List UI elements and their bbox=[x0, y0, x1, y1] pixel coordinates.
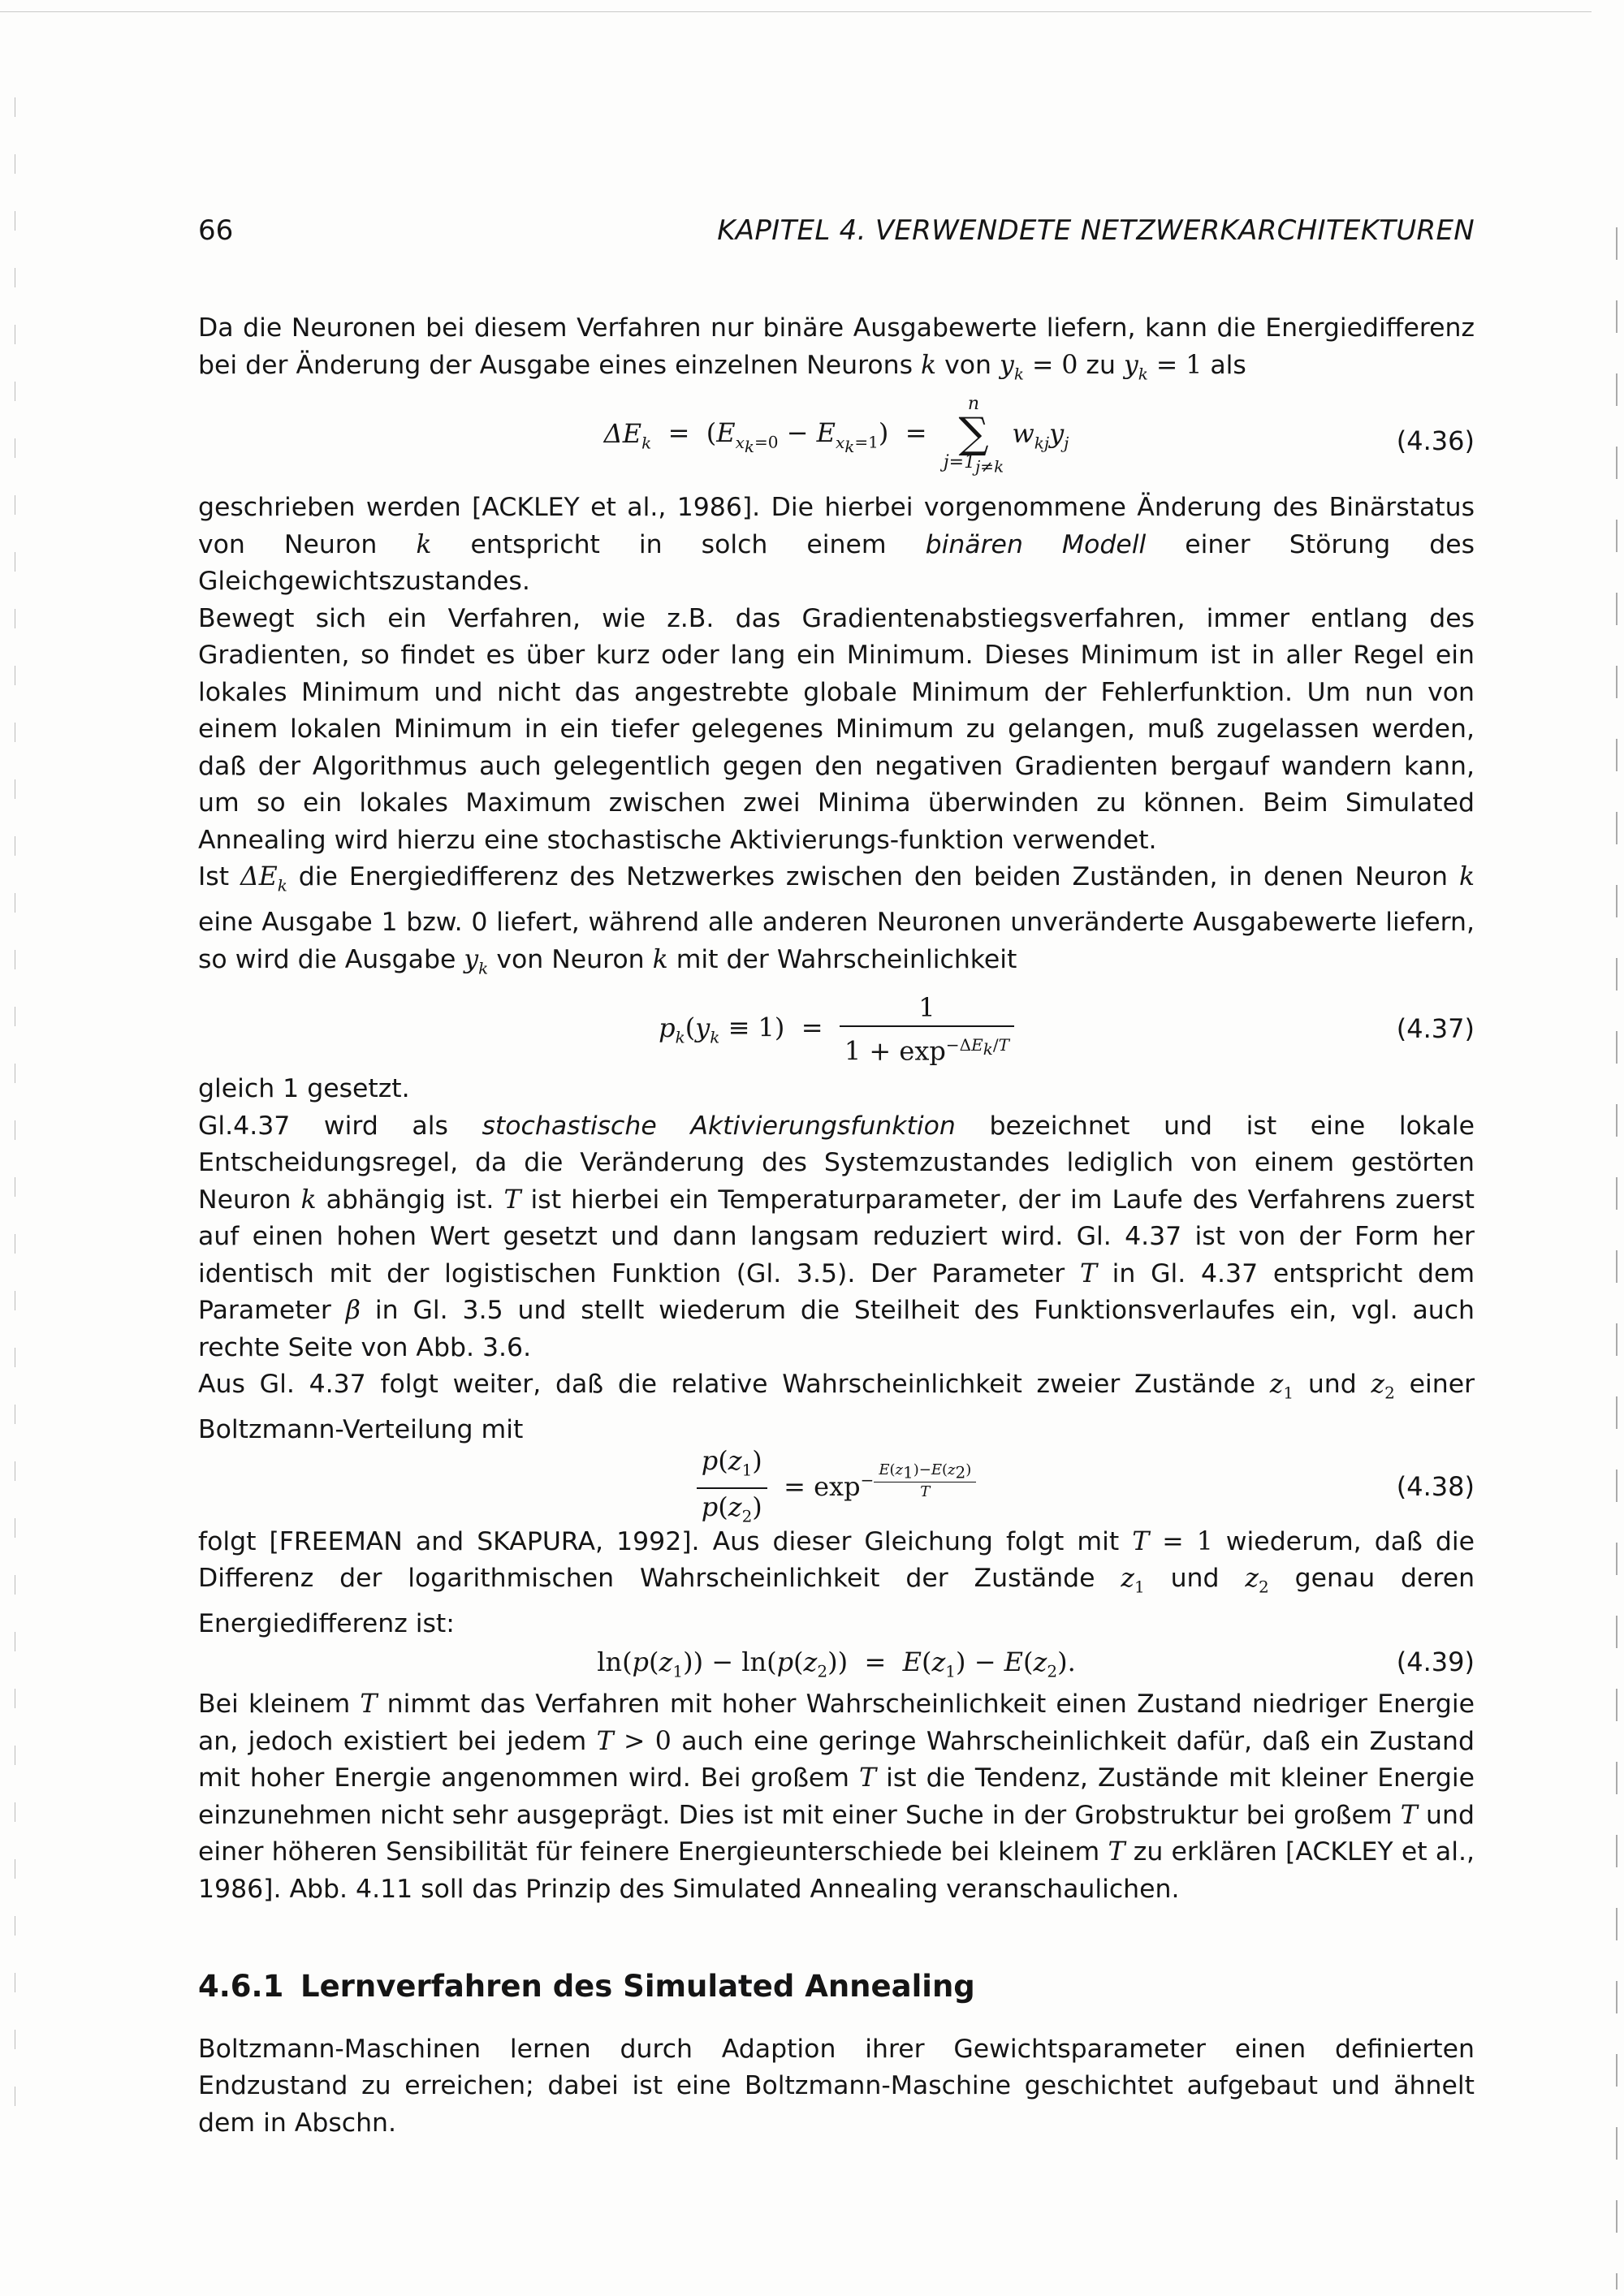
equation-4-36 bbox=[198, 392, 1475, 490]
term-binaeres-modell: binären Modell bbox=[925, 529, 1147, 559]
paragraph-10: Boltzmann-Maschinen lernen durch Adaption ihrer Gewichtsparameter einen definierten Endzustand zu erreichen; dabei ist eine Boltzmann-Maschine geschichtet aufgebaut und ähnelt dem in Abschn. bbox=[198, 2034, 1475, 2138]
section-heading bbox=[198, 1968, 1475, 2005]
paragraph-2: geschrieben werden [ACKLEY et al., 1986]. Die hierbei vorgenommene Änderung des Binärstatus von Neuron k entspricht in solch einem binären Modell einer Störung des Gleichgewichtszustandes. bbox=[198, 493, 1475, 597]
paragraph-8: folgt [FREEMAN and SKAPURA, 1992]. Aus dieser Gleichung folgt mit T = 1 wiederum, daß die Differenz der logarithmischen Wahrscheinlichkeit der Zustände $z_1$ und $z_2$ genau deren Energiedifferenz ist: bbox=[198, 1526, 1475, 1638]
paragraph-5: gleich 1 gesetzt. bbox=[198, 1074, 410, 1104]
page-body bbox=[198, 310, 1475, 2142]
section-title: Lernverfahren des Simulated Annealing bbox=[300, 1969, 975, 2005]
page-header bbox=[198, 214, 1475, 250]
equation-4-37 bbox=[198, 986, 1475, 1071]
equation-number-4-36: (4.36) bbox=[1396, 425, 1475, 457]
paragraph-7: Aus Gl. 4.37 folgt weiter, daß die relative Wahrscheinlichkeit zweier Zustände $z_1$ und $z_2$ einer Boltzmann-Verteilung mit bbox=[198, 1370, 1475, 1445]
scan-edge-right bbox=[1616, 227, 1618, 2290]
equation-4-38-body: $\frac{p(z_1)}{p(z_2)}$ = $\exp^{- \frac{E(z_1)-E(z_2)}{T}}$ bbox=[198, 1444, 1475, 1533]
paragraph-6: Gl.4.37 wird als stochastische Aktivierungsfunktion bezeichnet und ist eine lokale Entscheidungsregel, da die Veränderung des Systemzustandes lediglich von einem gestörten Neuron k abhängig ist. T ist hierbei ein Temperaturparameter, der im Laufe des Verfahrens zuerst auf einen hohen Wert gesetzt und dann langsam reduziert wird. Gl. 4.37 ist von der Form her identisch mit der logistischen Funktion (Gl. 3.5). Der Parameter T in Gl. 4.37 entspricht dem Parameter β in Gl. 3.5 und stellt wiederum die Steilheit des Funktionsverlaufes ein, vgl. auch rechte Seite von Abb. 3.6. bbox=[198, 1111, 1475, 1362]
equation-number-4-39: (4.39) bbox=[1396, 1646, 1475, 1678]
paragraph-4: Ist $\Delta E_k$ die Energiedifferenz des Netzwerkes zwischen den beiden Zuständen, in denen Neuron k eine Ausgabe 1 bzw. 0 liefert, während alle anderen Neuronen unveränderte Ausgabewerte liefern, so wird die Ausgabe $y_k$ von Neuron k mit der Wahrscheinlichkeit bbox=[198, 862, 1475, 978]
paragraph-9: Bei kleinem T nimmt das Verfahren mit hoher Wahrscheinlichkeit einen Zustand niedriger Energie an, jedoch existiert bei jedem T > 0 auch eine geringe Wahrscheinlichkeit dafür, daß ein Zustand mit hoher Energie angenommen wird. Bei großem T ist die Tendenz, Zustände mit kleiner Energie einzunehmen nicht sehr ausgeprägt. Dies ist mit einer Suche in der Grobstruktur bei großem T und einer höheren Sensibilität für feinere Energieunterschiede bei kleinem T zu erklären [ACKLEY et al., 1986]. Abb. 4.11 soll das Prinzip des Simulated Annealing veranschaulichen. bbox=[198, 1690, 1475, 1904]
equation-4-38 bbox=[198, 1443, 1475, 1524]
equation-4-37-body: $p_k(y_k \equiv 1)$ = $\frac{1}{1 + \exp^{-\Delta E_k/T}}$ bbox=[198, 991, 1475, 1068]
term-stochastische-aktivierungsfunktion: stochastische Aktivierungsfunktion bbox=[482, 1111, 956, 1141]
equation-4-36-body: $\Delta E_k = (E_{x_k=0} - E_{x_k=1})$ = n ∑ $j=1_{j\ne k}$ $w_{kj}y_j$ bbox=[603, 394, 1069, 477]
equation-4-39 bbox=[198, 1642, 1475, 1686]
equation-number-4-37: (4.37) bbox=[1396, 1013, 1475, 1045]
running-title: KAPITEL 4. VERWENDETE NETZWERKARCHITEKTUREN bbox=[717, 214, 1475, 247]
section-number: 4.6.1 bbox=[198, 1969, 284, 2005]
scan-edge-top bbox=[0, 11, 1592, 12]
summation-symbol: n ∑ $j=1_{j\ne k}$ bbox=[943, 394, 1004, 477]
equation-4-39-body: $\ln(p(z_1)) - \ln(p(z_2)) = E(z_1) - E(z_2)$. bbox=[597, 1646, 1076, 1681]
equation-number-4-38: (4.38) bbox=[1396, 1470, 1475, 1502]
paragraph-3: Bewegt sich ein Verfahren, wie z.B. das Gradientenabstiegsverfahren, immer entlang des Gradienten, so findet es über kurz oder lang ein Minimum. Dieses Minimum ist in aller Regel ein lokales Minimum und nicht das angestrebte globale Minimum der Fehlerfunktion. Um nun von einem lokalen Minimum in ein tiefer gelegenes Minimum zu gelangen, muß zugelassen werden, daß der Algorithmus auch gelegentlich gegen den negativen Gradienten bergauf wandern kann, um so ein lokales Maximum zwischen zwei Minima überwinden zu können. Beim Simulated Annealing wird hierzu eine stochastische Aktivierungs-funktion verwendet. bbox=[198, 603, 1475, 855]
page-number: 66 bbox=[198, 214, 234, 247]
paragraph-1: Da die Neuronen bei diesem Verfahren nur binäre Ausgabewerte liefern, kann die Energiedifferenz bei der Änderung der Ausgabe eines einzelnen Neurons k von $y_k = 0$ zu $y_k = 1$ als bbox=[198, 313, 1475, 383]
